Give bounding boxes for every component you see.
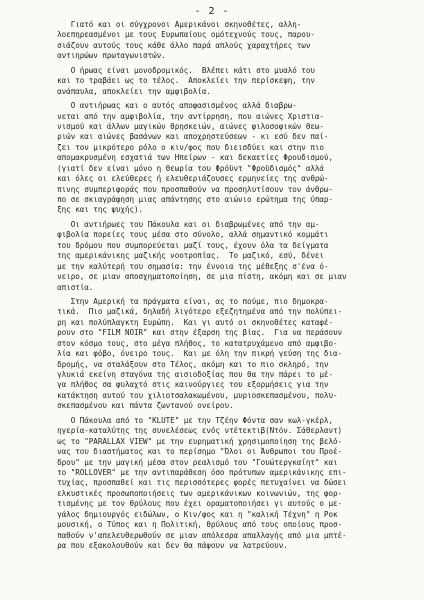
text-line: Οι αντιήρωες του Πάκουλα και οι διαβρωμένες από την αμ- bbox=[30, 219, 320, 229]
text-line: πο σε σκιαγράφηση μιας απάντησης στο αιώνιο ερώτημα της ύπαρ- bbox=[30, 195, 333, 204]
text-line: με την καλύτερή του σημασία: την έννοια της μέθεξης σ'ένα ό- bbox=[30, 261, 329, 271]
text-line: τισμένης με τον θρύλους που έχει οραματοποιήσει γι αυτούς ο με- bbox=[30, 499, 343, 509]
text-line: Στην Αμερική τα πράγματα είναι, ας το πούμε, πιο δημοκρα- bbox=[30, 296, 329, 306]
text-line: Ο αντιήρωας και ο αυτός αποφασισμένος αλλά διαβρω- bbox=[30, 101, 297, 111]
text-line: Ο ήρωας είναι μονοδρομικός. Βλέπει κάτι στο μυαλό του bbox=[30, 65, 315, 75]
text-line: γλυκιά εκείνη σταγόνα της αισιοδοξίας που θα την πάρει το μέ- bbox=[30, 370, 333, 379]
text-line: δρομής, να σταλάξουν στο Τέλος, ακόμη και το πιο σκληρό, την bbox=[30, 359, 329, 369]
text-line: ρη και πολύπλαγκτη Ευρώπη. Και γι αυτό οι σκηνοθέτες καταφέ- bbox=[30, 317, 333, 327]
page-number: - 2 - bbox=[194, 6, 230, 17]
paragraph bbox=[30, 297, 402, 412]
text-line: στον κόσμο τους, στο μέγα πλήθος, το κατατρυχάμενο από αμφιβο- bbox=[30, 338, 338, 348]
text-line: νεται από την αμφιβολία, την αντίρρηση, που αιώνες Χριστια- bbox=[30, 111, 324, 121]
text-line: σκεπασμένου και πάντα ζωντανού ονείρου. bbox=[30, 401, 234, 411]
text-line: πινης συμπεριφοράς που προσπαθούν να προσηλυτίσουν τον άνθρω- bbox=[30, 184, 333, 194]
text-line: ξης και της ψυχής). bbox=[30, 205, 144, 215]
text-line: μουσική, ο Τύπος και η Πολιτική, θρύλους από τους οποίους προσ- bbox=[30, 520, 343, 530]
paragraph bbox=[30, 101, 402, 216]
text-line: λία και φόβο, όνειρο τους. Και με όλη την πικρή γεύση της δια- bbox=[30, 349, 343, 359]
text-line: και όλες οι ελεύθερες ή ελευθεριάζουσες ερμηνείες της ανθρώ- bbox=[30, 174, 329, 184]
text-line: δρου" με την μαγική μέσα στον ρεαλισμό του "Γουώτεργκαίητ" και bbox=[30, 457, 338, 467]
text-line: Ο Πάκουλα από το "KLUTE" με την Τζέην Φόντα σαν κωλ-γκέρλ, bbox=[30, 415, 333, 425]
paragraph bbox=[30, 416, 402, 552]
text-line: της αμερικάνικης μαζικής νοοτροπίας. Το μαζικό, εσύ, δένει bbox=[30, 251, 324, 261]
text-line: ανάπαυλα, αποκλείει την αμφιβολία. bbox=[30, 86, 211, 96]
text-line: αντιηρώων πρωταγωνιστών. bbox=[30, 51, 166, 61]
text-line: ρουν στο "FILM NOIR" και στην έξαρση της βίας. Για να περάσουν bbox=[30, 328, 343, 338]
text-line: και το τραβάει ως το τέλος. Αποκλείει την περίσκεψη, την bbox=[30, 76, 315, 86]
text-line: νισμού και άλλων μαγικών θρησκειών, αιώνες φιλοσοφικών θεω- bbox=[30, 121, 324, 131]
text-line: ριών και αιώνες βασάνων και αποχρηστεύσεων - κι εσύ δεν παί- bbox=[30, 132, 329, 142]
text-line: νειρο, σε μιαν αποσχηματοποίηση, σε μια πίστη, ακόμη και σε μιαν bbox=[30, 272, 347, 282]
text-line: νας του διαστήματος και το περίσημο "Όλοι οι Άνθρωποι του Προέ- bbox=[30, 447, 343, 457]
document-body bbox=[30, 20, 402, 551]
text-line: (γιατί δεν είναι μόνο η θεωρία του Φρόϋντ "Φροϋδισμός" αλλά bbox=[30, 163, 324, 173]
text-line: ζει τον μικρότερο ρόλο ο κιν/φος που διεισδύει και στην πιο bbox=[30, 142, 324, 152]
text-line: απιστία. bbox=[30, 282, 94, 292]
text-line: ρα που εξακολουθούν και δεν θα πάψουν να λατρεύουν. bbox=[30, 541, 288, 550]
text-line: το "ROLLOVER" με την αντιπαράθεση όσο πρότυπων αμερικάνικης επι- bbox=[30, 467, 347, 477]
text-line: τικά. Πιο μαζικά, δηλαδή λιγότερο εξεζητημένα από την πολύπει- bbox=[30, 307, 343, 317]
text-line: Γιατό και οι σύγχρονοι Αμερικάνοι σκηνοθέτες, αλλη- bbox=[30, 20, 302, 29]
paragraph bbox=[30, 220, 402, 293]
text-line: τυχίας, προσπαθεί και τις περισσότερες φορές πετυχαίνει να δώσει bbox=[30, 478, 347, 488]
text-line: απομακρυσμένη εσχατιά των Ηπείρων - και δεκαετίες Φρουδισμού, bbox=[30, 153, 333, 163]
text-line: κατάκτηση αυτού του χιλιοτσαλακωμένου, μυριοσκεπασμένου, πολυ- bbox=[30, 390, 338, 400]
text-line: γα πλήθος σα φυλαχτό στις καινούργιες του εξορμήσεις για την bbox=[30, 380, 329, 390]
text-line: ηγερία-καταλύτης της συνελέσεως ενός ντέτεκτιβ(Ντόν. Σάθερλαντ) bbox=[30, 426, 343, 436]
text-line: λοεπηρεασμένοι με τους Ευρωπαίους ομότεχνούς τους, παρου- bbox=[30, 30, 315, 40]
text-line: σιάζουν αυτούς τους κάθε άλλο παρά απλούς χαραχτήρες των bbox=[30, 40, 311, 50]
text-line: γάλος δημιουργός ειδώλων, ο Κιν/φος και η "καλική Τέχνη" η Ροκ bbox=[30, 509, 338, 519]
text-line: παθούν ν'απελευθερωθούν σε μιαν απόλεσρα απαλλαγής από μια μπτέ- bbox=[30, 530, 347, 540]
paragraph bbox=[30, 20, 402, 62]
text-line: ως το "PARALLAX VIEW" με την ευρηματική χρησιμοποίηση της βελό- bbox=[30, 436, 343, 446]
paragraph bbox=[30, 66, 402, 97]
text-line: του δρόμου που συμπορεύεται μαζί τους, έχουν όλα τα δείγματα bbox=[30, 240, 329, 250]
text-line: ελκυστικές προσωποποιήσεις των αμερικάνικων κοινωνιών, της φορ- bbox=[30, 488, 343, 498]
text-line: φιβολία πορείες τους μέσα στο σύνολο, αλλά σημαντικό κομμάτι bbox=[30, 230, 329, 240]
